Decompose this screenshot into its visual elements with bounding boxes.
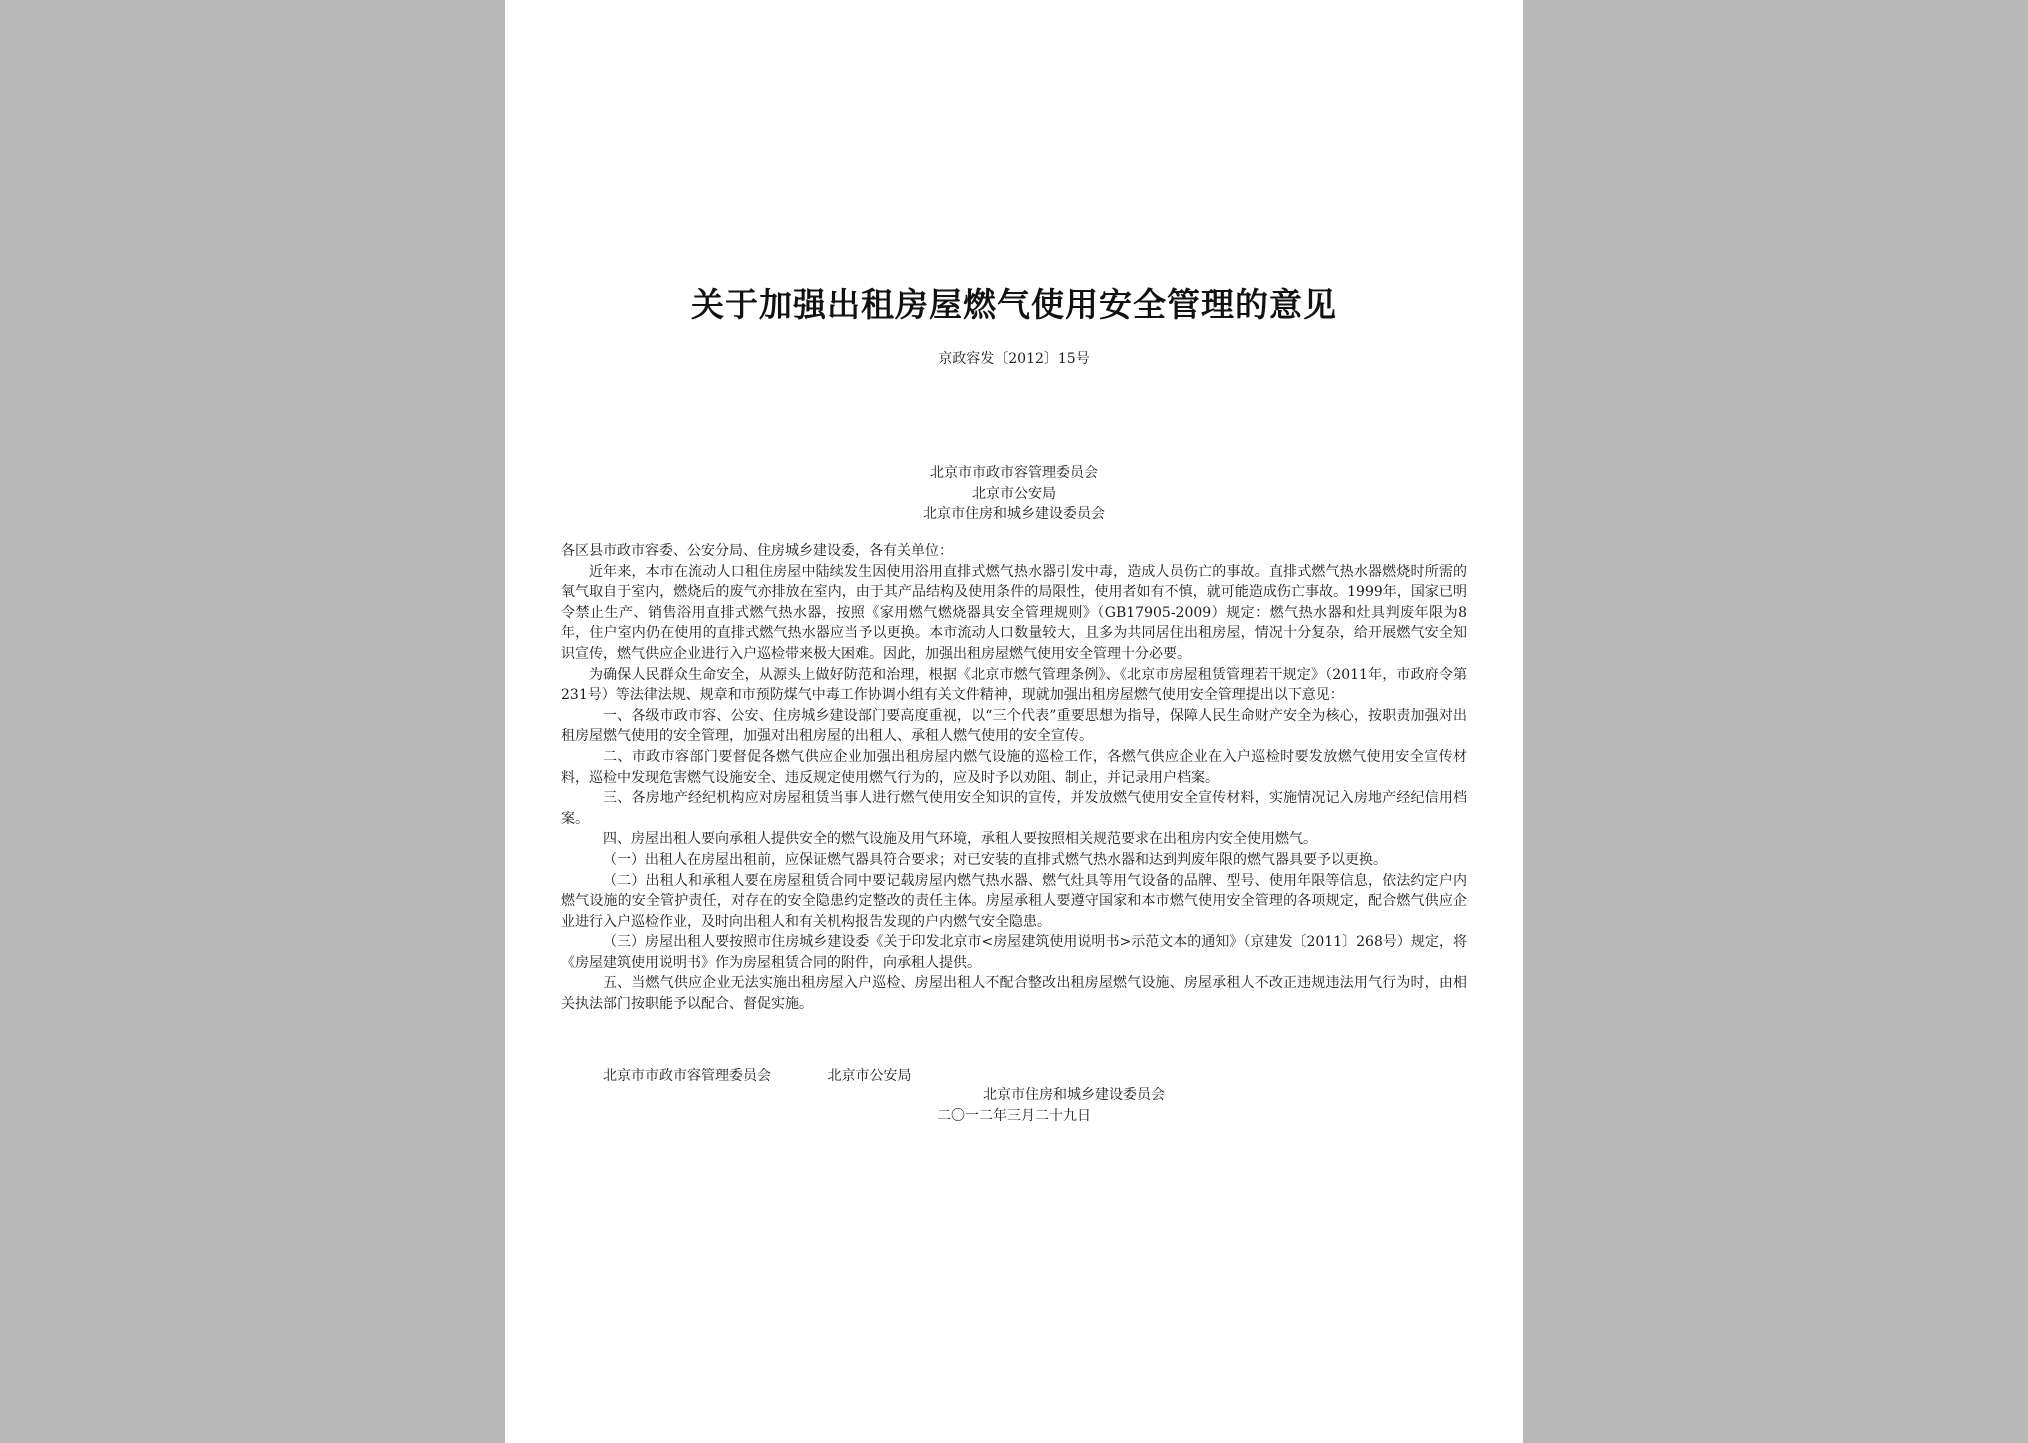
opinion-subitem: （二）出租人和承租人要在房屋租赁合同中要记载房屋内燃气热水器、燃气灶具等用气设备的品牌、型号、使用年限等信息，依法约定户内燃气设施的安全管护责任，对存在的安全隐患约定整改的责任主体。房屋承租人要遵守国家和本市燃气使用安全管理的各项规定，配合燃气供应企业进行入户巡检作业，及时向出租人和有关机构报告发现的户内燃气安全隐患。 [561, 872, 1467, 930]
issuer-name: 北京市公安局 [972, 485, 1056, 502]
issue-date: 二〇一二年三月二十九日 [937, 1108, 1091, 1124]
issuer-name: 北京市市政市容管理委员会 [930, 465, 1098, 481]
document-page [505, 0, 1523, 1443]
body-paragraph: 近年来，本市在流动人口租住房屋中陆续发生因使用浴用直排式燃气热水器引发中毒，造成人员伤亡的事故。直排式燃气热水器燃烧时所需的氧气取自于室内，燃烧后的废气亦排放在室内，由于其产品结构及使用条件的局限性，使用者如有不慎，就可能造成伤亡事故。1999年，国家已明令禁止生产、销售浴用直排式燃气热水器，按照《家用燃气燃烧器具安全管理规则》（GB17905-2009）规定：燃气热水器和灶具判废年限为8年，住户室内仍在使用的直排式燃气热水器应当予以更换。本市流动人口数量较大，且多为共同居住出租房屋，情况十分复杂，给开展燃气安全知识宣传，燃气供应企业进行入户巡检带来极大困难。因此，加强出租房屋燃气使用安全管理十分必要。 [561, 563, 1467, 662]
signatory-name: 北京市市政市容管理委员会 [603, 1068, 771, 1084]
opinion-item: 四、房屋出租人要向承租人提供安全的燃气设施及用气环境，承租人要按照相关规范要求在出租房内安全使用燃气。 [603, 831, 1317, 848]
body-paragraph: 为确保人民群众生命安全，从源头上做好防范和治理，根据《北京市燃气管理条例》、《北京市房屋租赁管理若干规定》（2011年，市政府令第231号）等法律法规、规章和市预防煤气中毒工作协调小组有关文件精神，现就加强出租房屋燃气使用安全管理提出以下意见： [561, 666, 1467, 704]
document-body [561, 541, 1467, 1015]
signatory-name: 北京市公安局 [827, 1068, 912, 1084]
opinion-item: 三、各房地产经纪机构应对房屋租赁当事人进行燃气使用安全知识的宣传，并发放燃气使用安全宣传材料，实施情况记入房地产经纪信用档案。 [561, 790, 1467, 827]
signatory-name: 北京市住房和城乡建设委员会 [983, 1087, 1165, 1103]
opinion-item: 二、市政市容部门要督促各燃气供应企业加强出租房屋内燃气设施的巡检工作，各燃气供应企业在入户巡检时要发放燃气使用安全宣传材料，巡检中发现危害燃气设施安全、违反规定使用燃气行为的，应及时予以劝阻、制止，并记录用户档案。 [561, 748, 1467, 786]
opinion-item: 五、当燃气供应企业无法实施出租房屋入户巡检、房屋出租人不配合整改出租房屋燃气设施、房屋承租人不改正违规违法用气行为时，由相关执法部门按职能予以配合、督促实施。 [561, 975, 1467, 1013]
document-title: 关于加强出租房屋燃气使用安全管理的意见 [691, 285, 1337, 324]
opinion-subitem: （三）房屋出租人要按照市住房城乡建设委《关于印发北京市<房屋建筑使用说明书>示范文本的通知》（京建发〔2011〕268号）规定，将《房屋建筑使用说明书》作为房屋租赁合同的附件，向承租人提供。 [561, 934, 1467, 971]
opinion-subitem: （一）出租人在房屋出租前，应保证燃气器具符合要求；对已安装的直排式燃气热水器和达到判废年限的燃气器具要予以更换。 [603, 851, 1387, 868]
salutation: 各区县市政市容委、公安分局、住房城乡建设委，各有关单位： [561, 543, 953, 559]
issuer-list [505, 463, 1523, 525]
issuer-name: 北京市住房和城乡建设委员会 [923, 506, 1105, 522]
opinion-item: 一、各级市政市容、公安、住房城乡建设部门要高度重视，以“三个代表”重要思想为指导，保障人民生命财产安全为核心，按职责加强对出租房屋燃气使用的安全管理，加强对出租房屋的出租人、承租人燃气使用的安全宣传。 [561, 707, 1467, 745]
document-number: 京政容发〔2012〕15号 [938, 351, 1090, 367]
signature-row [603, 1066, 911, 1086]
